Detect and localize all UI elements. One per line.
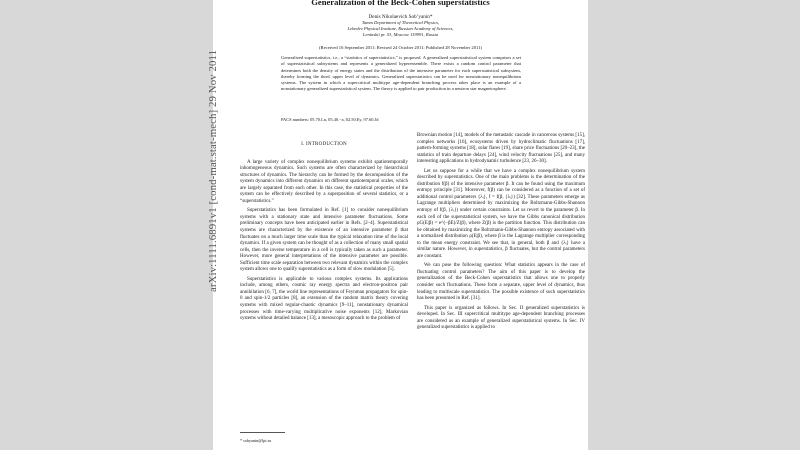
affiliation-line: Lebedev Physical Institute, Russian Academy of Sciences, [347,26,454,32]
section-heading: I. INTRODUCTION [301,141,347,147]
author-line: Denis Nikolaevich Sob’yanin* [368,14,433,20]
arxiv-stamp: arXiv:1111.6891v1 [cond-mat.stat-mech] 29 Nov 2011 [207,49,219,292]
body-paragraph: We can pose the following question: What statistics appears in the case of fluctuating control parameters? The aim of this paper is to develop the generalization of the Beck-Cohen superstatistics that allows one to properly consider such fluctuations. These form a separate, upper level of dynamics, thus leading to multiscale superstatistics. The possible existence of such superstatistics has been presumed in Ref. [31]. [417,263,585,302]
affiliation-line: Leninskii pr. 53, Moscow 119991, Russia [362,32,439,38]
footnote-rule [240,432,285,433]
body-paragraph: A large variety of complex nonequilibrium systems exhibit spatiotemporally inhomogeneous dynamics. Such systems are often characterized by hierarchical structures of dynamics. The hierarchy can be formed by the decomposition of the system dynamics into different dynamics on different spatiotemporal scales, which are largely separated from each other. In this case, the statistical properties of the system can be effectively described by a superposition of several statistics, or a “superstatistics.” [240,159,408,204]
left-column [240,135,408,326]
paper-title: Generalization of the Beck-Cohen superstatistics [311,0,490,7]
body-paragraph: Superstatistics is applicable to various complex systems. Its applications include, among others, cosmic ray energy spectra and electron-positron pair annihilation [6, 7], the world line representations of Feynman propagators for spin-0 and spin-1/2 particles [8], an extension of the random matrix theory covering systems with mixed regular-chaotic dynamics [9–11], nonstationary dynamical processes with time-varying multiplicative noise exponents [12], Markovian systems without detailed balance [13], a mesoscopic approach to the problem of [240,276,408,322]
paper-page [213,0,588,450]
right-column [417,133,585,335]
body-paragraph: Superstatistics has been formulated in Ref. [1] to consider nonequilibrium systems with a stationary state and intensive parameter fluctuations. Some preliminary concepts have been anticipated earlier in Refs. [2–4]. Superstatistical systems are characterized by the existence of an intensive parameter β that fluctuates on a much larger time scale than the typical relaxation time of the local dynamics. If a given system can be thought of as a collection of many small spatial cells, then the inverse temperature in a cell is typically taken as such a parameter. However, more general interpretations of the intensive parameter are possible. Sufficient time scale separation between two relevant dynamics within the complex system allows one to qualify superstatistics as a form of slow modulation [5]. [240,208,408,273]
abstract: Generalized superstatistics, i.e., a “statistics of superstatistics,” is proposed. A generalized superstatistical system comprises a set of superstatistical subsystems and represents a generalized hyperensemble. There exists a random control parameter that determines both the density of energy states and the distribution of the intensive parameter for each superstatistical subsystem, thereby forming the third, upper level of dynamics. Generalized superstatistics can be used for nonstationary nonequilibrium systems. The system in which a supercritical multitype age-dependent branching process takes place is an example of a nonstationary generalized superstatistical system. The theory is applied to pair production in a neutron star magnetosphere. [281,55,521,92]
footnote: * sobyanin@lpi.ru [240,438,272,443]
affiliation-line: Tamm Department of Theoretical Physics, [361,20,440,25]
body-paragraph: Brownian motion [14], models of the metastatic cascade in cancerous systems [15], complex networks [16], ecosystems driven by hydroclimatic fluctuations [17], pattern-forming systems [18], solar flares [19], share price fluctuations [20–23], the statistics of train departure delays [24], wind velocity fluctuations [25], and many interesting applications in hydrodynamic turbulence [23, 26–30]. [417,133,585,165]
body-paragraph: Let us suppose for a while that we have a complex nonequilibrium system described by superstatistics. One of the main problems is the determination of the distribution f(β) of the intensive parameter β. It can be found using the maximum entropy principle [31]. Moreover, f(β) can be considered as a function of a set of additional control parameters {λᵢ}, f = f(β, {λᵢ}) [32]. These parameters emerge as Lagrange multipliers determined by maximizing the Boltzmann-Gibbs-Shannon entropy of f(β, {λᵢ}) under certain constraints. Let us revert to the parameter β. In each cell of the superstatistical system, we have the Gibbs canonical distribution ρG(E|β) = e^(−βE)/Z(β), where Z(β) is the partition function. This distribution can be obtained by maximizing the Boltzmann-Gibbs-Shannon entropy associated with a normalized distribution ρ(E|β), where β is the Lagrange multiplier corresponding to the mean energy constraint. We see that, in general, both β and {λᵢ} have a similar nature. However, in superstatistics, β fluctuates, but the control parameters are constant. [417,168,585,259]
affiliation-block [213,20,588,39]
received-dates: (Received 16 September 2011; Revised 24 October 2011; Published 28 November 2011) [319,45,482,50]
pacs-numbers: PACS numbers: 05.70.Ln, 05.40.−a, 02.50.Ey, 97.60.Jd [281,117,379,122]
body-paragraph: This paper is organized as follows. In Sec. II generalized superstatistics is developed. In Sec. III supercritical multitype age-dependent branching processes are considered as an example of generalized superstatistical systems. In Sec. IV generalized superstatistics is applied to [417,305,585,331]
